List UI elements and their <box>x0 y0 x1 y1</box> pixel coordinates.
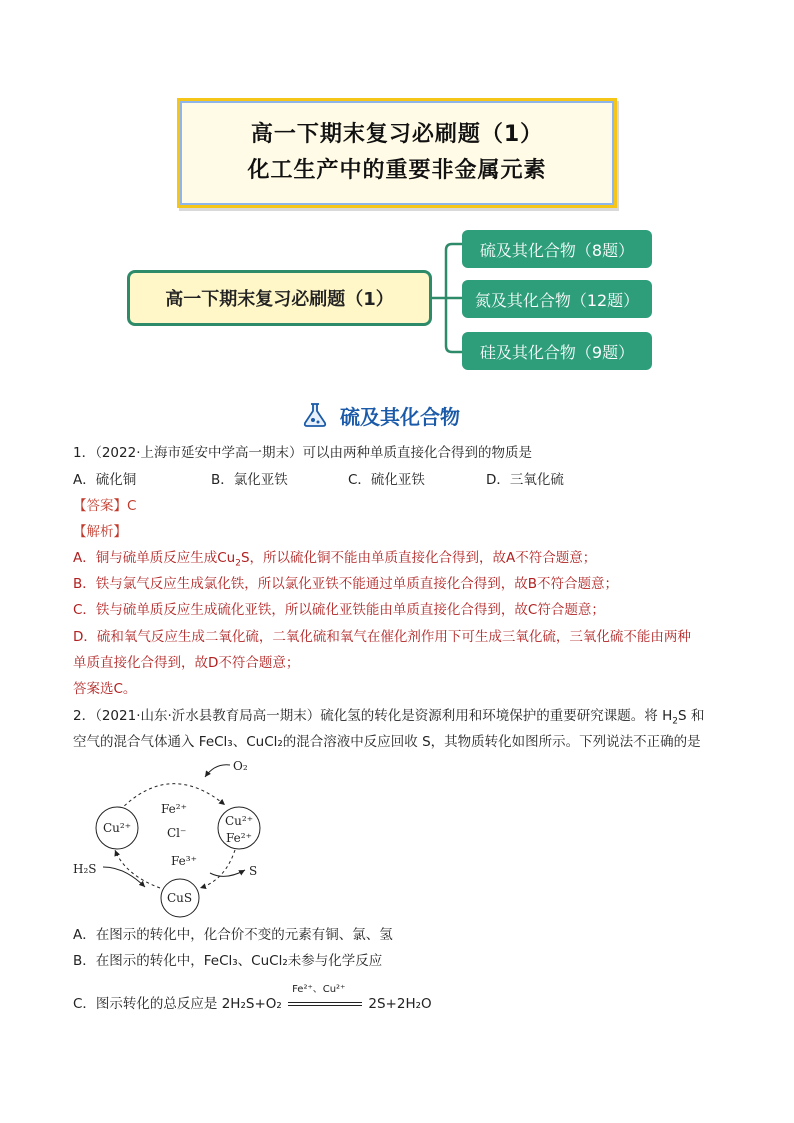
q2-option-b: B．在图示的转化中，FeCl₃、CuCl₂未参与化学反应 <box>73 953 383 969</box>
q1-analysis-d-2: 单质直接化合得到，故D不符合题意； <box>73 655 300 671</box>
label-fe2-center: Fe²⁺ <box>161 802 187 816</box>
flask-icon <box>300 401 330 429</box>
q2-option-c-product: 2S+2H₂O <box>368 996 432 1012</box>
analysis-a-text-2: S，所以硫化铜不能由单质直接化合得到，故A不符合题意； <box>240 550 597 566</box>
q2-stem-text-2: S 和 <box>677 708 705 724</box>
q2-stem-sub: 2 <box>672 716 678 727</box>
q1-option-d: D．三氧化硫 <box>486 472 564 488</box>
reaction-condition: Fe²⁺、Cu²⁺ <box>292 984 346 995</box>
q2-stem-text: 2．（2021·山东·沂水县教育局高一期末）硫化氢的转化是资源利用和环境保护的重要研究课题。将 H <box>73 708 673 724</box>
label-cu2-left: Cu²⁺ <box>103 821 132 835</box>
reaction-cycle-diagram <box>65 755 285 920</box>
mindmap-child-nitrogen: 氮及其化合物（12题） <box>462 280 652 318</box>
q1-analysis-label: 【解析】 <box>73 524 127 540</box>
q2-stem-1 <box>73 706 704 732</box>
label-o2: O₂ <box>233 759 248 773</box>
q2-stem-2: 空气的混合气体通入 FeCl₃、CuCl₂的混合溶液中反应回收 S，其物质转化如图所示。下列说法不正确的是 <box>73 734 701 750</box>
q1-option-c: C．硫化亚铁 <box>348 472 425 488</box>
q1-option-a: A．硫化铜 <box>73 472 137 488</box>
answer-value: C <box>127 498 137 514</box>
analysis-a-text: A．铜与硫单质反应生成Cu <box>73 550 236 566</box>
title-box <box>177 98 617 208</box>
label-cl: Cl⁻ <box>167 826 187 840</box>
q1-answer <box>73 496 136 516</box>
q1-analysis-b: B．铁与氯气反应生成氯化铁，所以氯化亚铁不能通过单质直接化合得到，故B不符合题意； <box>73 576 619 592</box>
q1-conclusion: 答案选C。 <box>73 681 137 697</box>
label-fe3: Fe³⁺ <box>171 854 197 868</box>
title-line-2: 化工生产中的重要非金属元素 <box>247 158 547 183</box>
label-cu2-right: Cu²⁺ <box>225 814 254 828</box>
label-cus: CuS <box>167 891 193 905</box>
section-title: 硫及其化合物 <box>340 404 460 429</box>
answer-label: 【答案】 <box>73 498 127 514</box>
title-line-1: 高一下期末复习必刷题（1） <box>250 122 544 147</box>
q1-analysis-a <box>73 548 596 574</box>
label-s: S <box>249 864 258 878</box>
q1-analysis-c: C．铁与硫单质反应生成硫化亚铁，所以硫化亚铁能由单质直接化合得到，故C符合题意； <box>73 602 605 618</box>
mindmap-child-silicon: 硅及其化合物（9题） <box>462 332 652 370</box>
q1-stem: 1．（2022·上海市延安中学高一期末）可以由两种单质直接化合得到的物质是 <box>73 445 532 461</box>
q2-option-c <box>73 984 573 1016</box>
q2-option-a: A．在图示的转化中，化合价不变的元素有铜、氯、氢 <box>73 927 393 943</box>
label-fe2-right: Fe²⁺ <box>226 831 252 845</box>
mindmap-root: 高一下期末复习必刷题（1） <box>127 270 432 326</box>
q1-option-b: B．氯化亚铁 <box>211 472 288 488</box>
section-heading <box>300 400 500 430</box>
reaction-condition-equals <box>286 984 364 1014</box>
mindmap-child-sulfur: 硫及其化合物（8题） <box>462 230 652 268</box>
q1-analysis-d-1: D．硫和氧气反应生成二氧化硫，二氧化硫和氧气在催化剂作用下可生成三氧化硫，三氧化硫不能由两种 <box>73 629 691 645</box>
q1-options <box>73 470 673 490</box>
label-h2s: H₂S <box>73 862 97 876</box>
q2-option-c-text: C．图示转化的总反应是 2H₂S+O₂ <box>73 996 282 1012</box>
analysis-a-sub: 2 <box>235 558 241 569</box>
